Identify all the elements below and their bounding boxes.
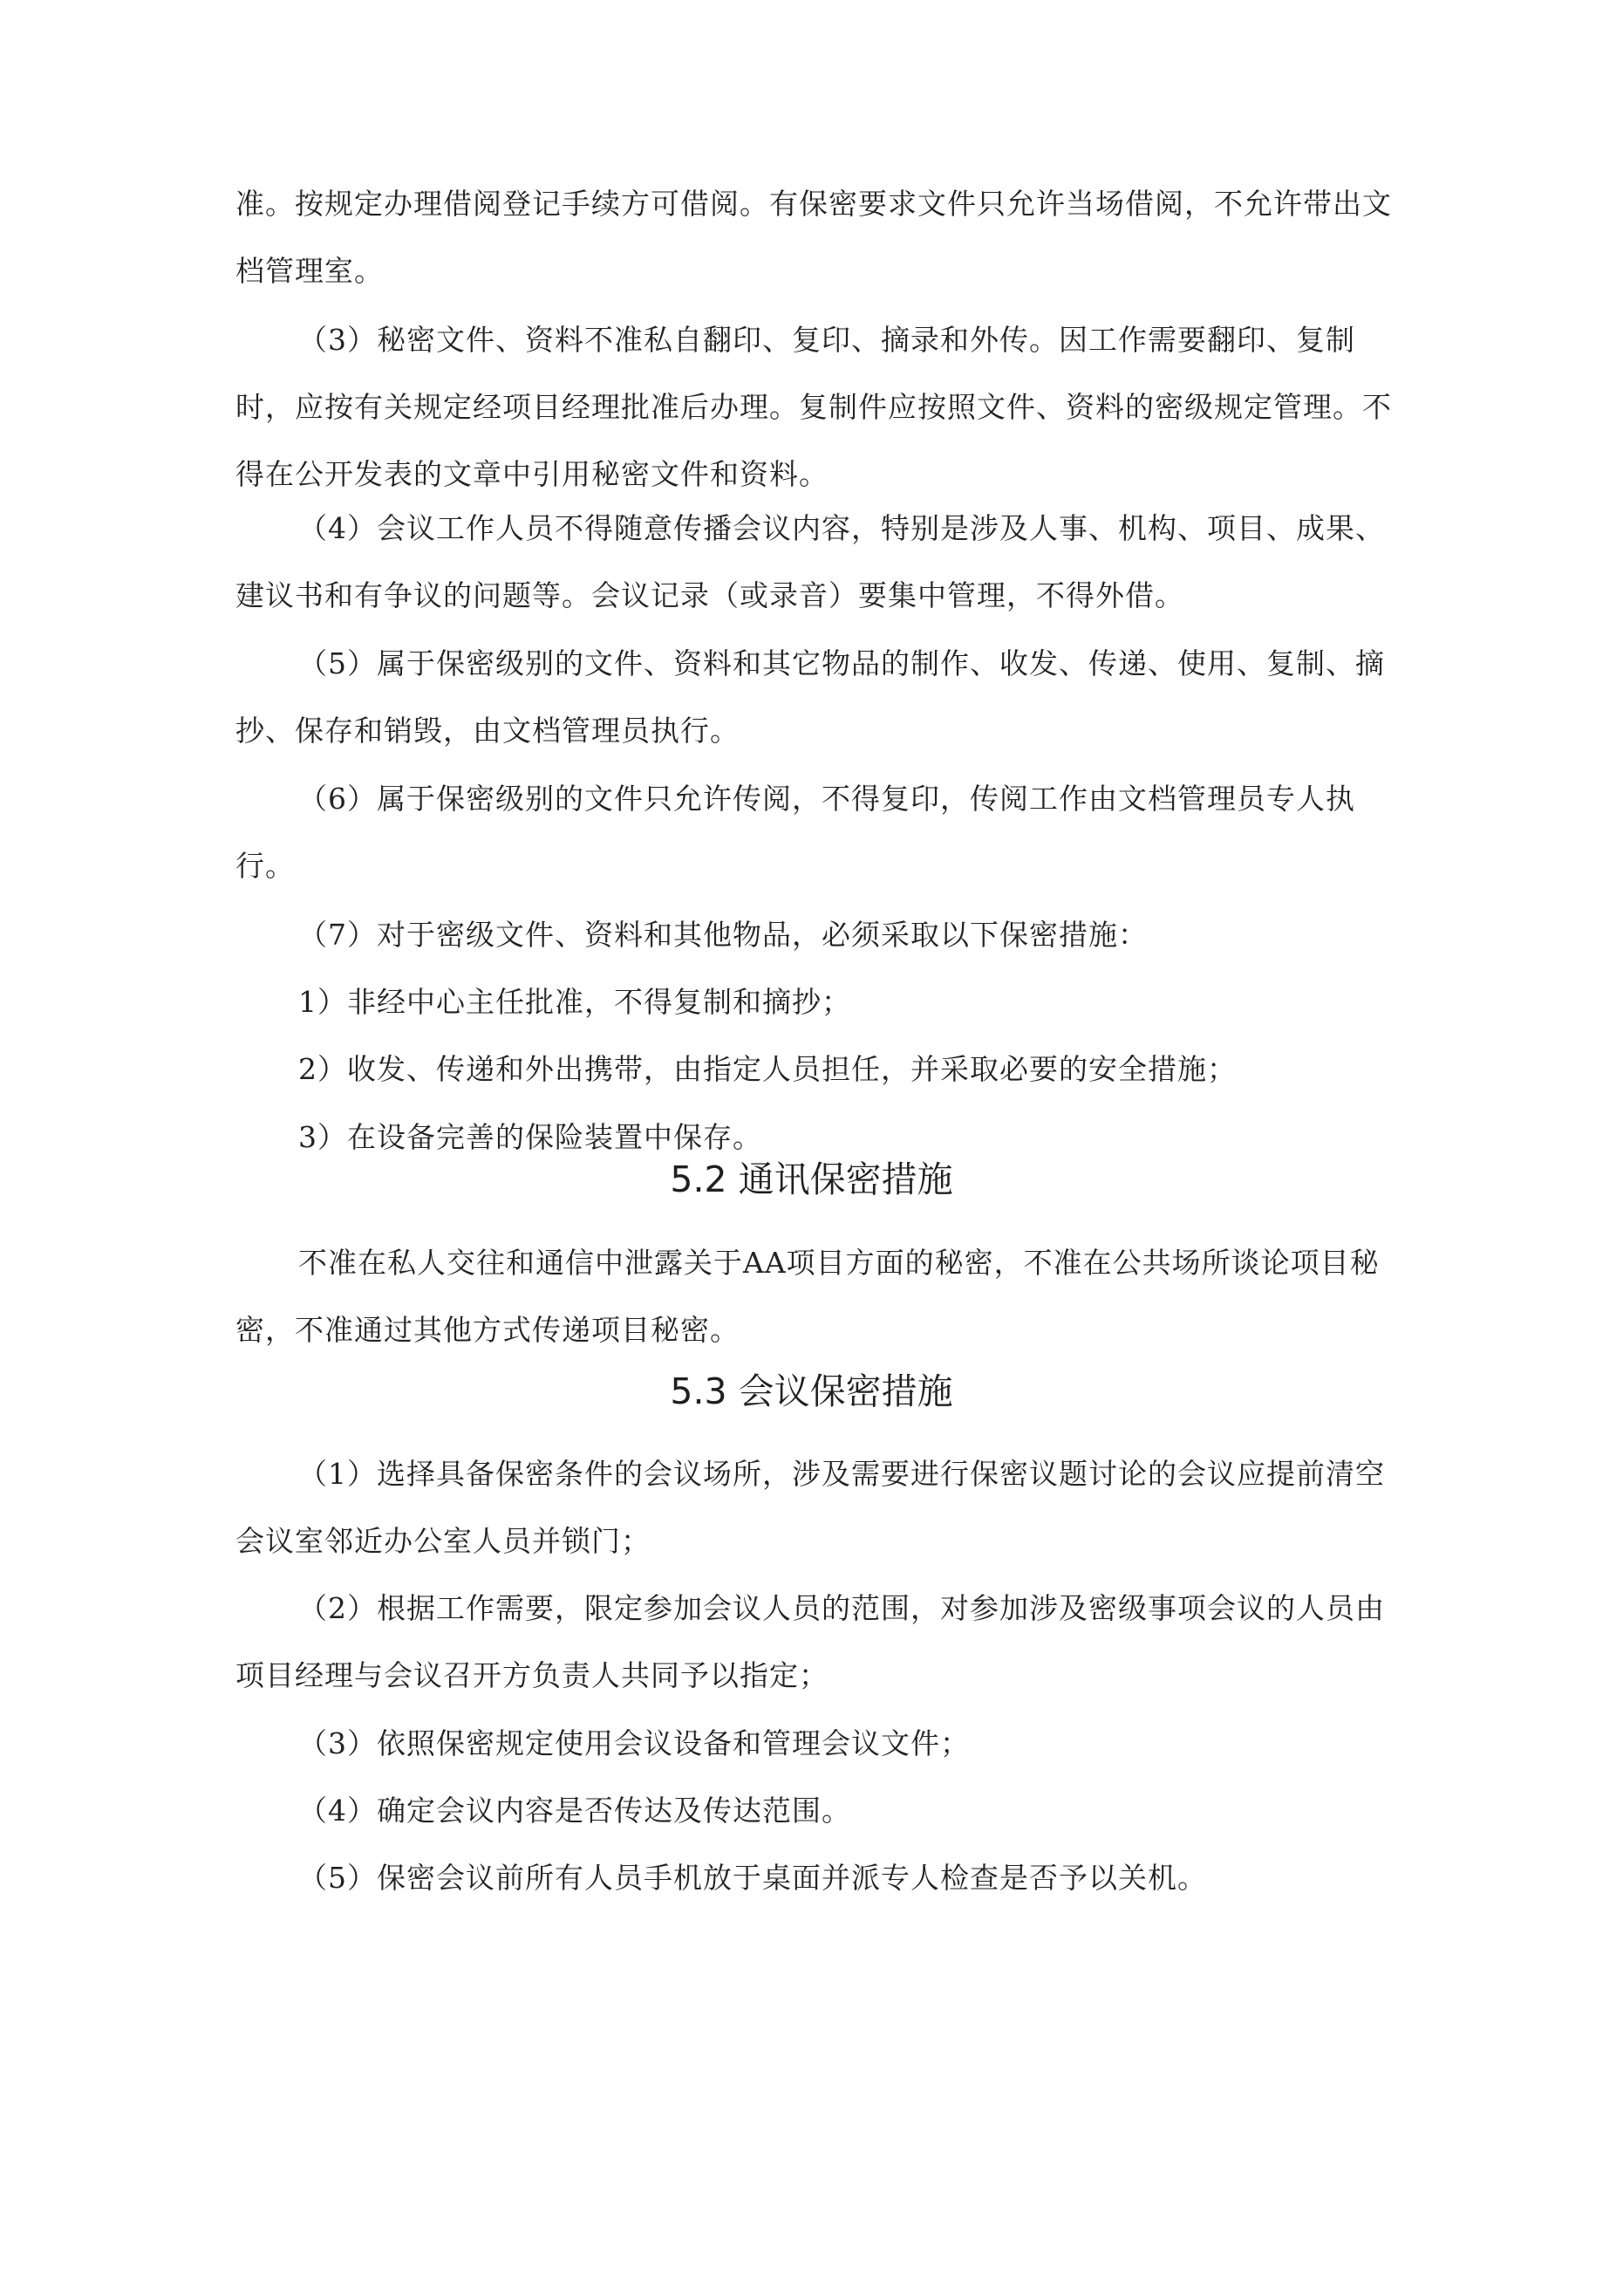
section-5-2-paragraph: 不准在私人交往和通信中泄露关于AA项目方面的秘密，不准在公共场所谈论项目秘密，不准通过其他方式传递项目秘密。 bbox=[235, 1246, 1380, 1347]
paragraph-item-4: （4）会议工作人员不得随意传播会议内容，特别是涉及人事、机构、项目、成果、建议书和有争议的问题等。会议记录（或录音）要集中管理，不得外借。 bbox=[235, 511, 1385, 612]
paragraph-item-7: （7）对于密级文件、资料和其他物品，必须采取以下保密措施： bbox=[298, 918, 1148, 952]
meeting-item-5: （5）保密会议前所有人员手机放于桌面并派专人检查是否予以关机。 bbox=[298, 1861, 1207, 1895]
paragraph-continuation: 准。按规定办理借阅登记手续方可借阅。有保密要求文件只允许当场借阅，不允许带出文档管理室。 bbox=[235, 187, 1392, 288]
section-heading-5-2: 5.2 通讯保密措施 bbox=[670, 1158, 953, 1200]
list-item-1: 1）非经中心主任批准，不得复制和摘抄； bbox=[298, 985, 851, 1019]
section-heading-5-3: 5.3 会议保密措施 bbox=[670, 1370, 953, 1412]
paragraph-item-6: （6）属于保密级别的文件只允许传阅，不得复印，传阅工作由文档管理员专人执行。 bbox=[235, 782, 1355, 883]
paragraph-item-5: （5）属于保密级别的文件、资料和其它物品的制作、收发、传递、使用、复制、摘抄、保存和销毁，由文档管理员执行。 bbox=[235, 646, 1385, 748]
meeting-item-4: （4）确定会议内容是否传达及传达范围。 bbox=[298, 1794, 851, 1828]
list-item-2: 2）收发、传递和外出携带，由指定人员担任，并采取必要的安全措施； bbox=[298, 1052, 1237, 1086]
meeting-item-1: （1）选择具备保密条件的会议场所，涉及需要进行保密议题讨论的会议应提前清空会议室邻近办公室人员并锁门； bbox=[235, 1457, 1385, 1558]
meeting-item-2: （2）根据工作需要，限定参加会议人员的范围，对参加涉及密级事项会议的人员由项目经理与会议召开方负责人共同予以指定； bbox=[235, 1591, 1385, 1692]
list-item-3: 3）在设备完善的保险装置中保存。 bbox=[298, 1120, 762, 1154]
paragraph-item-3: （3）秘密文件、资料不准私自翻印、复印、摘录和外传。因工作需要翻印、复制时，应按有关规定经项目经理批准后办理。复制件应按照文件、资料的密级规定管理。不得在公开发表的文章中引用秘密文件和资料。 bbox=[235, 323, 1392, 491]
meeting-item-3: （3）依照保密规定使用会议设备和管理会议文件； bbox=[298, 1726, 970, 1760]
